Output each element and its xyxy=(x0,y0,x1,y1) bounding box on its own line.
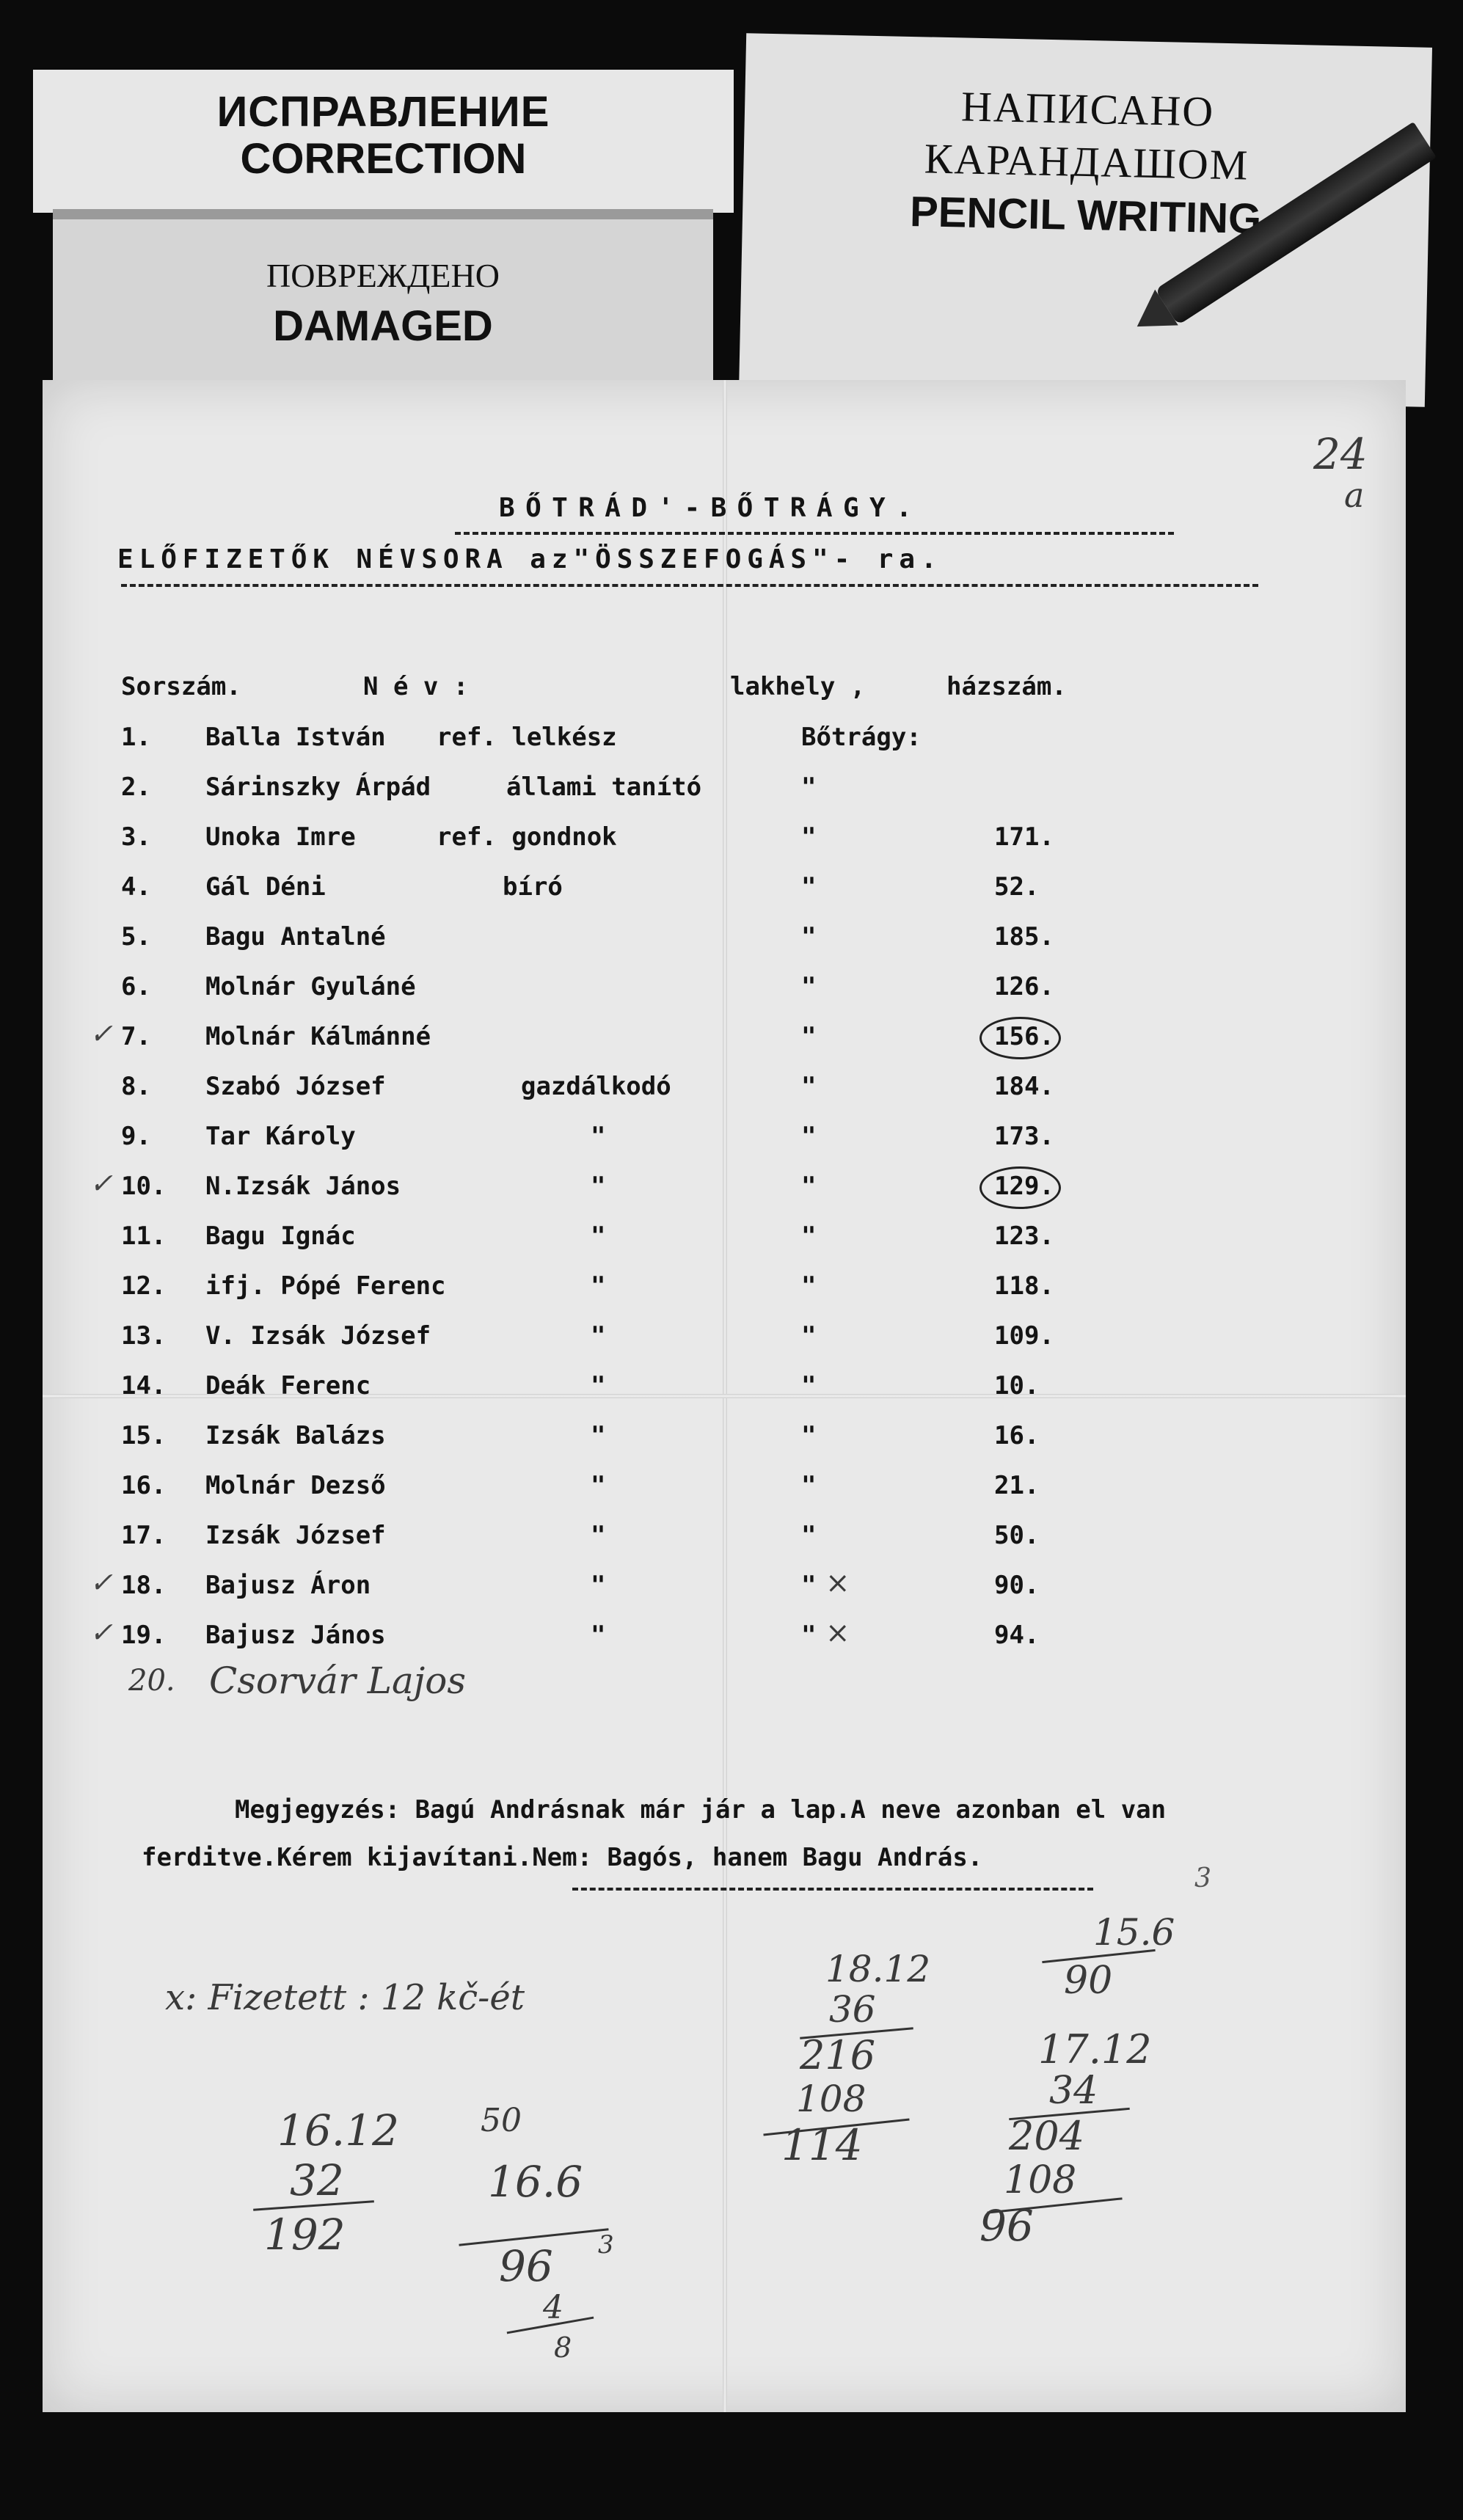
row-house-number: 16. xyxy=(994,1421,1040,1450)
row-name: ifj. Pópé Ferenc xyxy=(205,1271,446,1301)
row-place: " xyxy=(801,922,817,952)
check-mark: ✓ xyxy=(90,1616,113,1648)
note-underline xyxy=(572,1888,1093,1891)
note-line-2: ferditve.Kérem kijavítani.Nem: Bagós, hanem Bagu András. xyxy=(142,1843,983,1872)
row-number: 17. xyxy=(121,1521,167,1550)
row-number: 6. xyxy=(121,972,151,1001)
calc-e-4: 108 xyxy=(1004,2158,1077,2202)
row-name: V. Izsák József xyxy=(205,1321,431,1351)
pencil-label-ru-2: КАРАНДАШОМ xyxy=(924,134,1250,189)
row-number: 8. xyxy=(121,1072,151,1101)
row-occupation: " xyxy=(591,1471,606,1500)
pencil-label-ru-1: НАПИСАНО xyxy=(960,82,1215,136)
row-place: " xyxy=(801,972,817,1001)
circle-mark-156 xyxy=(979,1017,1061,1059)
row-number: 9. xyxy=(121,1122,151,1151)
handwritten-row-name: Csorvár Lajos xyxy=(209,1659,467,1702)
row-place: " xyxy=(801,1072,817,1101)
row-number: 11. xyxy=(121,1221,167,1251)
calc-c-2: 36 xyxy=(829,1988,876,2031)
row-name: N.Izsák János xyxy=(205,1172,401,1201)
row-house-number: 156. xyxy=(994,1022,1054,1051)
row-number: 4. xyxy=(121,872,151,902)
row-number: 12. xyxy=(121,1271,167,1301)
calc-e-1: 17.12 xyxy=(1038,2026,1152,2072)
document-subtitle: ELŐFIZETŐK NÉVSORA az"ÖSSZEFOGÁS"- ra. xyxy=(117,544,943,574)
row-occupation: " xyxy=(591,1571,606,1600)
row-name: Szabó József xyxy=(205,1072,386,1101)
note-line-1: Megjegyzés: Bagú Andrásnak már jár a lap.A neve azonban el van xyxy=(235,1795,1167,1825)
row-number: 13. xyxy=(121,1321,167,1351)
page-number: 24 xyxy=(1313,429,1368,479)
row-place: " xyxy=(801,773,817,802)
pencil-mark-3: 3 xyxy=(1194,1863,1211,1893)
row-occupation: ref. gondnok xyxy=(437,822,617,852)
payment-note: x: Fizetett : 12 kč-ét xyxy=(165,1977,525,2018)
row-number: 19. xyxy=(121,1621,167,1650)
row-number: 2. xyxy=(121,773,151,802)
row-house-number: 173. xyxy=(994,1122,1054,1151)
check-mark: ✓ xyxy=(90,1167,113,1199)
row-house-number: 123. xyxy=(994,1221,1054,1251)
row-occupation: gazdálkodó xyxy=(521,1072,671,1101)
row-occupation: " xyxy=(591,1621,606,1650)
damaged-label-ru: ПОВРЕЖДЕНО xyxy=(266,257,500,294)
row-number: 18. xyxy=(121,1571,167,1600)
row-place: " xyxy=(801,1421,817,1450)
row-place: " xyxy=(801,1022,817,1051)
correction-label xyxy=(33,70,734,213)
row-place: " xyxy=(801,1571,817,1600)
row-house-number: 184. xyxy=(994,1072,1054,1101)
row-house-number: 10. xyxy=(994,1371,1040,1400)
calc-e-2: 34 xyxy=(1049,2069,1098,2113)
row-occupation: bíró xyxy=(503,872,563,902)
calc-b-4: 4 xyxy=(543,2289,563,2326)
row-name: Unoka Imre xyxy=(205,822,356,852)
handwritten-row-number: 20. xyxy=(128,1664,175,1698)
row-house-number: 118. xyxy=(994,1271,1054,1301)
row-occupation: " xyxy=(591,1172,606,1201)
row-name: Bajusz Áron xyxy=(205,1571,371,1600)
page-number-sub: a xyxy=(1344,475,1365,515)
header-house: házszám. xyxy=(946,672,1067,701)
row-number: 16. xyxy=(121,1471,167,1500)
row-place: " xyxy=(801,1122,817,1151)
header-place: lakhely , xyxy=(730,672,866,701)
row-house-number: 109. xyxy=(994,1321,1054,1351)
row-name: Molnár Kálmánné xyxy=(205,1022,431,1051)
row-occupation: állami tanító xyxy=(506,773,702,802)
row-house-number: 90. xyxy=(994,1571,1040,1600)
title-underline xyxy=(455,532,1174,535)
row-number: 5. xyxy=(121,922,151,952)
row-place: " xyxy=(801,1621,817,1650)
row-occupation: " xyxy=(591,1221,606,1251)
row-occupation: " xyxy=(591,1421,606,1450)
calc-a-1: 16.12 xyxy=(277,2106,400,2155)
row-name: Deák Ferenc xyxy=(205,1371,371,1400)
calc-b-5: 8 xyxy=(554,2331,572,2364)
row-name: Gál Déni xyxy=(205,872,326,902)
header-name: N é v : xyxy=(363,672,469,701)
row-name: Izsák Balázs xyxy=(205,1421,386,1450)
subtitle-underline xyxy=(121,584,1258,587)
row-name: Tar Károly xyxy=(205,1122,356,1151)
row-house-number: 21. xyxy=(994,1471,1040,1500)
row-occupation: " xyxy=(591,1371,606,1400)
row-number: 10. xyxy=(121,1172,167,1201)
paid-x-mark: × xyxy=(825,1566,850,1600)
calc-c-1: 18.12 xyxy=(825,1948,931,1990)
row-place: " xyxy=(801,872,817,902)
row-house-number: 52. xyxy=(994,872,1040,902)
calc-b-3: 3 xyxy=(598,2230,614,2260)
calc-c-5: 114 xyxy=(781,2120,863,2170)
calc-a-3: 192 xyxy=(264,2210,346,2260)
correction-label-ru: ИСПРАВЛЕНИЕ xyxy=(216,88,550,136)
row-name: Bagu Ignác xyxy=(205,1221,356,1251)
paid-x-mark: × xyxy=(825,1616,850,1650)
row-place: " xyxy=(801,1321,817,1351)
check-mark: ✓ xyxy=(90,1566,113,1599)
row-place: " xyxy=(801,822,817,852)
check-mark: ✓ xyxy=(90,1018,113,1050)
row-house-number: 129. xyxy=(994,1172,1054,1201)
row-place: " xyxy=(801,1371,817,1400)
row-occupation: " xyxy=(591,1321,606,1351)
row-place: " xyxy=(801,1521,817,1550)
row-occupation: ref. lelkész xyxy=(437,723,617,752)
calc-c-4: 108 xyxy=(796,2078,867,2120)
header-number: Sorszám. xyxy=(121,672,241,701)
row-occupation: " xyxy=(591,1521,606,1550)
row-place: " xyxy=(801,1221,817,1251)
circle-mark-129 xyxy=(979,1166,1061,1209)
row-place: " xyxy=(801,1172,817,1201)
row-house-number: 171. xyxy=(994,822,1054,852)
row-number: 14. xyxy=(121,1371,167,1400)
row-name: Balla István xyxy=(205,723,386,752)
row-name: Molnár Gyuláné xyxy=(205,972,416,1001)
calc-b-1: 16.6 xyxy=(488,2157,583,2207)
row-number: 7. xyxy=(121,1022,151,1051)
damaged-label-en: DAMAGED xyxy=(273,302,493,350)
correction-label-en: CORRECTION xyxy=(240,135,527,183)
pencil-label-en: PENCIL WRITING xyxy=(909,187,1262,244)
damaged-label xyxy=(53,209,713,395)
row-house-number: 50. xyxy=(994,1521,1040,1550)
row-house-number: 185. xyxy=(994,922,1054,952)
calc-e-5: 96 xyxy=(979,2201,1034,2251)
row-occupation: " xyxy=(591,1271,606,1301)
calc-d-2: 90 xyxy=(1064,1959,1113,2003)
row-name: Bagu Antalné xyxy=(205,922,386,952)
row-place: " xyxy=(801,1471,817,1500)
row-house-number: 126. xyxy=(994,972,1054,1001)
calc-a-2: 32 xyxy=(290,2155,344,2205)
row-number: 15. xyxy=(121,1421,167,1450)
row-place: Bőtrágy: xyxy=(801,723,922,752)
row-name: Molnár Dezső xyxy=(205,1471,386,1500)
calc-d-1: 15.6 xyxy=(1093,1911,1175,1954)
row-number: 1. xyxy=(121,723,151,752)
calc-c-3: 216 xyxy=(800,2032,876,2078)
row-occupation: " xyxy=(591,1122,606,1151)
calc-b-top: 50 xyxy=(481,2102,522,2139)
row-number: 3. xyxy=(121,822,151,852)
row-house-number: 94. xyxy=(994,1621,1040,1650)
calc-b-2: 96 xyxy=(499,2241,553,2291)
row-name: Izsák József xyxy=(205,1521,386,1550)
row-name: Sárinszky Árpád xyxy=(205,773,431,802)
row-place: " xyxy=(801,1271,817,1301)
calc-e-3: 204 xyxy=(1009,2113,1085,2159)
row-name: Bajusz János xyxy=(205,1621,386,1650)
document-title: BŐTRÁD'-BŐTRÁGY. xyxy=(499,493,923,523)
